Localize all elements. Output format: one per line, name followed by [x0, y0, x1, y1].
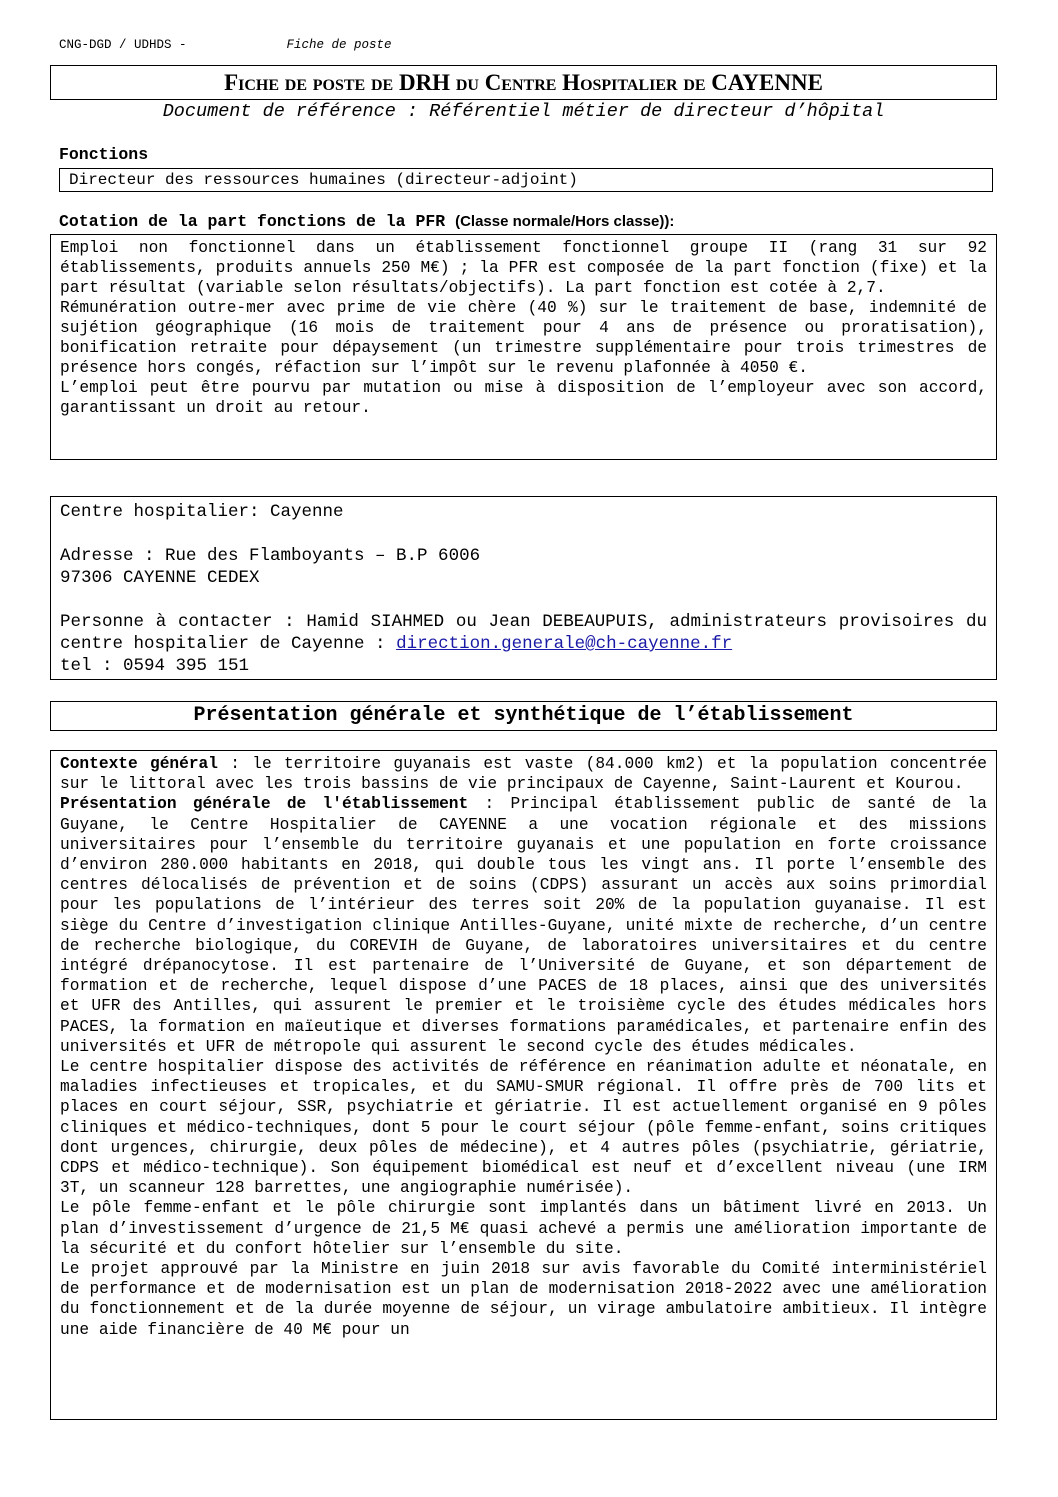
title-part3: du [455, 70, 479, 95]
title-part5: CAYENNE [711, 70, 823, 95]
contact-centre: Centre hospitalier: Cayenne [60, 502, 344, 522]
fonctions-box [59, 168, 993, 192]
cotation-paragraph: L’emploi peut être pourvu par mutation ou mise à disposition de l’employeur avec son accord, garantissant un droit au retour. [60, 379, 987, 417]
document-title [50, 65, 997, 100]
context-paragraph [60, 754, 987, 794]
presentation-title: Présentation générale et synthétique de l’établissement [50, 701, 997, 731]
etab-label: Présentation générale de l'établissement [60, 795, 469, 814]
cotation-paragraph: Emploi non fonctionnel dans un établissement fonctionnel groupe II (rang 31 sur 92 établissements, produits annuels 250 M€) ; la PFR est composée de la part fonction (fixe) et la part résultat (variable selon résultats/objectifs). La part fonction est cotée à 2,7. [60, 239, 987, 297]
presentation-box [50, 750, 997, 1420]
title-part1: Fiche de poste de [224, 70, 394, 95]
header-left: CNG-DGD / UDHDS - [59, 38, 187, 52]
fonctions-label: Fonctions [59, 145, 149, 164]
contact-address-line1: Adresse : Rue des Flamboyants – B.P 6006 [60, 546, 481, 566]
cotation-label-text: Cotation de la part fonctions de la PFR [59, 212, 446, 231]
contact-box [50, 496, 997, 680]
cotation-label [59, 212, 674, 231]
title-part2: DRH [398, 70, 451, 95]
title-part4: Centre Hospitalier de [484, 70, 706, 95]
cotation-box [50, 234, 997, 460]
presentation-paragraph-2: Le centre hospitalier dispose des activités de référence en réanimation adulte et néonatale, en maladies infectieuses et tropicales, et du SAMU-SMUR régional. Il offre près de 700 lits et places en court séjour, SSR, psychiatrie et gériatrie. Il est actuellement organisé en 9 pôles cliniques et médico-techniques, dont 5 pour le court séjour (pôle femme-enfant, soins critiques dont urgences, chirurgie, deux pôles de médecine), et 4 autres pôles (psychiatrie, gériatrie, CDPS et médico-technique). Son équipement biomédical est neuf et d’excellent niveau (une IRM 3T, un scanneur 128 barrettes, une angiographie numérisée). [60, 1058, 987, 1198]
page-header [59, 38, 392, 52]
context-text: : le territoire guyanais est vaste (84.000 km2) et la population concentrée sur le littoral avec les trois bassins de vie principaux de Cayenne, Saint-Laurent et Kourou. [60, 755, 987, 794]
contact-tel: tel : 0594 395 151 [60, 656, 250, 676]
document-subtitle: Document de référence : Référentiel métier de directeur d’hôpital [162, 101, 885, 122]
context-label: Contexte général [60, 755, 218, 773]
presentation-paragraph-3: Le pôle femme-enfant et le pôle chirurgie sont implantés dans un bâtiment livré en 2013. Un plan d’investissement d’urgence de 21,5 M€ quasi achevé a permis une amélioration importante de la sécurité et du confort hôtelier sur l’ensemble du site. [60, 1199, 987, 1258]
contact-email-link[interactable]: direction.generale@ch-cayenne.fr [396, 634, 733, 654]
cotation-label-suffix: (Classe normale/Hors classe)): [455, 213, 675, 230]
etab-paragraph [60, 794, 987, 1057]
contact-person [60, 611, 987, 655]
contact-person-text: Personne à contacter : Hamid SIAHMED ou Jean DEBEAUPUIS, administrateurs provisoires du centre hospitalier de Cayenne : [60, 612, 987, 654]
presentation-paragraph-4: Le projet approuvé par la Ministre en juin 2018 sur avis favorable du Comité interministériel de performance et de modernisation est un plan de modernisation 2018-2022 avec une amélioration du fonctionnement et de la durée moyenne de séjour, un virage ambulatoire ambitieux. Il intègre une aide financière de 40 M€ pour un [60, 1260, 987, 1339]
etab-text: : Principal établissement public de santé de la Guyane, le Centre Hospitalier de CAYENNE a une vocation régionale et des missions universitaires pour l’ensemble du territoire guyanais et une population en forte croissance d’environ 280.000 habitants en 2018, qui double tous les vingt ans. Il porte l’ensemble des centres délocalisés de prévention et de soins (CDPS) assurant un accès aux soins primordial pour les populations de l’intérieur des terres soit 20% de la population guyanaise. Il est siège du Centre d’investigation clinique Antilles-Guyane, unité mixte de recherche, d’un centre de recherche biologique, du COREVIH de Guyane, de laboratoires universitaires et du centre intégré drépanocytose. Il est partenaire de l’Université de Guyane, et son département de formation et de recherche, lequel dispose d’une PACES de 18 places, ainsi que des universités et UFR des Antilles, qui assurent le premier et le troisième cycle des études médicales hors PACES, la formation en maïeutique et diverses formations paramédicales, et partenaire enfin des universités et UFR de métropole qui assurent le second cycle des études médicales. [60, 795, 987, 1056]
contact-address-line2: 97306 CAYENNE CEDEX [60, 568, 260, 588]
fonctions-value: Directeur des ressources humaines (directeur-adjoint) [69, 171, 578, 189]
header-right: Fiche de poste [286, 38, 392, 52]
cotation-paragraph: Rémunération outre-mer avec prime de vie chère (40 %) sur le traitement de base, indemnité de sujétion géographique (16 mois de traitement pour 4 ans de présence ou proratisation), bonification retraite pour dépaysement (un trimestre supplémentaire pour trois trimestres de présence hors congés, réfaction sur l’impôt sur le revenu plafonnée à 4050 €. [60, 299, 987, 377]
